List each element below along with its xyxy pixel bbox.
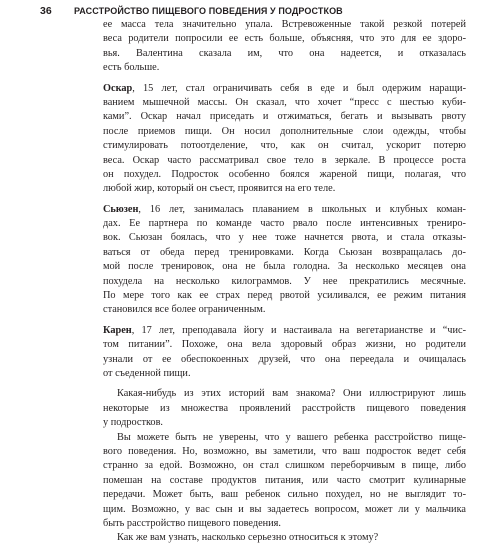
text-line: после приемов пищи. Он носил дополнительные слои одежды, чтобы — [103, 125, 466, 137]
text-line: вого поведения. Но, возможно, вы заметили, что ваш подросток ведет себя — [103, 445, 466, 457]
text-line: узнали от ее обеспокоенных друзей, что она переедала и очищалась — [103, 353, 466, 365]
text-line: мой после тренировок, она не была голодна. За несколько месяцев она — [103, 261, 466, 273]
text-line: странно за едой. Возможно, он стал слишком переборчивым в пище, либо — [103, 460, 466, 472]
text-line: любой жир, который он съест, проявится на его теле. — [103, 183, 336, 195]
text-line: быть расстройство пищевого поведения. — [103, 517, 281, 529]
text-fragment: , 15 лет, стал ограничивать себя в еде и был одержим наращи- — [132, 82, 466, 94]
page-number: 36 — [40, 5, 52, 17]
text-line — [103, 203, 466, 217]
text-line: некоторые из множества проявлений расстройств пищевого поведения — [103, 402, 466, 414]
text-line: Как же вам узнать, насколько серьезно относиться к этому? — [117, 532, 379, 544]
text-line: По мере того как ее страх перед рвотой усиливался, ее режим питания — [103, 290, 466, 302]
text-line: веса. Оскар часто рассматривал свое тело в зеркале. В процессе роста — [103, 154, 466, 166]
case-name: Оскар — [103, 82, 133, 94]
case-story-oskar — [103, 82, 466, 197]
page-header — [40, 5, 470, 18]
running-title: РАССТРОЙСТВО ПИЩЕВОГО ПОВЕДЕНИЯ У ПОДРОСТКОВ — [74, 6, 343, 16]
text-line: похудела на несколько килограммов. У нее прекратились месячные. — [103, 275, 466, 287]
paragraph — [103, 431, 466, 532]
paragraph — [103, 18, 466, 76]
text-line: вья. Валентина сказала им, что она надеется, и отказалась — [103, 47, 466, 59]
paragraph — [103, 531, 466, 545]
text-line: том питании”. Похоже, она вела здоровый образ жизни, но родители — [103, 339, 466, 351]
text-line: веса родители попросили ее есть больше, объясняя, что это для ее здоро- — [103, 33, 466, 45]
text-line: ванием мышечной массы. Он сказал, что хочет “пресс с шестью куби- — [103, 96, 466, 108]
case-name: Карен — [103, 324, 132, 336]
case-story-karen — [103, 324, 466, 382]
text-line: передачи. Может быть, ваш ребенок сильно похудел, но не выглядит то- — [103, 489, 466, 501]
text-line — [103, 82, 466, 96]
case-story-suzen — [103, 203, 466, 318]
text-line: Какая-нибудь из этих историй вам знакома? Они иллюстрируют лишь — [117, 388, 466, 400]
text-line — [103, 324, 466, 338]
text-line: становился все более ограниченным. — [103, 304, 266, 316]
text-line: щим. Возможно, у вас сын и вы задаетесь вопросом, может ли у мальчика — [103, 503, 466, 515]
text-line: вок. Сьюзан боялась, что у нее тоже начнется рвота, и стала отказы- — [103, 232, 466, 244]
text-line: помешан на составе продуктов питания, или часто смотрит кулинарные — [103, 474, 466, 486]
text-line: ваться от обеда перед тренировками. Когда Сьюзан возвращалась до- — [103, 246, 466, 258]
text-line: ее масса тела значительно упала. Встревоженные такой резкой потерей — [103, 19, 466, 30]
text-line: стимулировать потоотделение, что, как он считал, ускорит потерю — [103, 140, 466, 152]
text-line: у подростков. — [103, 417, 164, 429]
page-body — [103, 18, 466, 546]
text-line: от съеденной пищи. — [103, 367, 191, 379]
text-line: дах. Ее партнера по команде часто рвало после интенсивных трениро- — [103, 218, 466, 230]
text-line: Вы можете быть не уверены, что у вашего ребенка расстройство пище- — [117, 431, 466, 443]
text-line: ками”. Оскар начал приседать и отжиматься, бегать и вызывать рвоту — [103, 111, 466, 123]
text-line: есть больше. — [103, 62, 160, 74]
case-name: Сьюзен — [103, 203, 139, 215]
text-fragment: , 17 лет, преподавала йогу и настаивала на вегетарианстве и “чис- — [131, 324, 466, 336]
text-fragment: , 16 лет, занималась плаванием в школьных и клубных коман- — [138, 203, 466, 215]
paragraph — [103, 387, 466, 430]
text-line: он похудел. Подросток особенно боялся жареной пищи, полагая, что — [103, 168, 466, 180]
